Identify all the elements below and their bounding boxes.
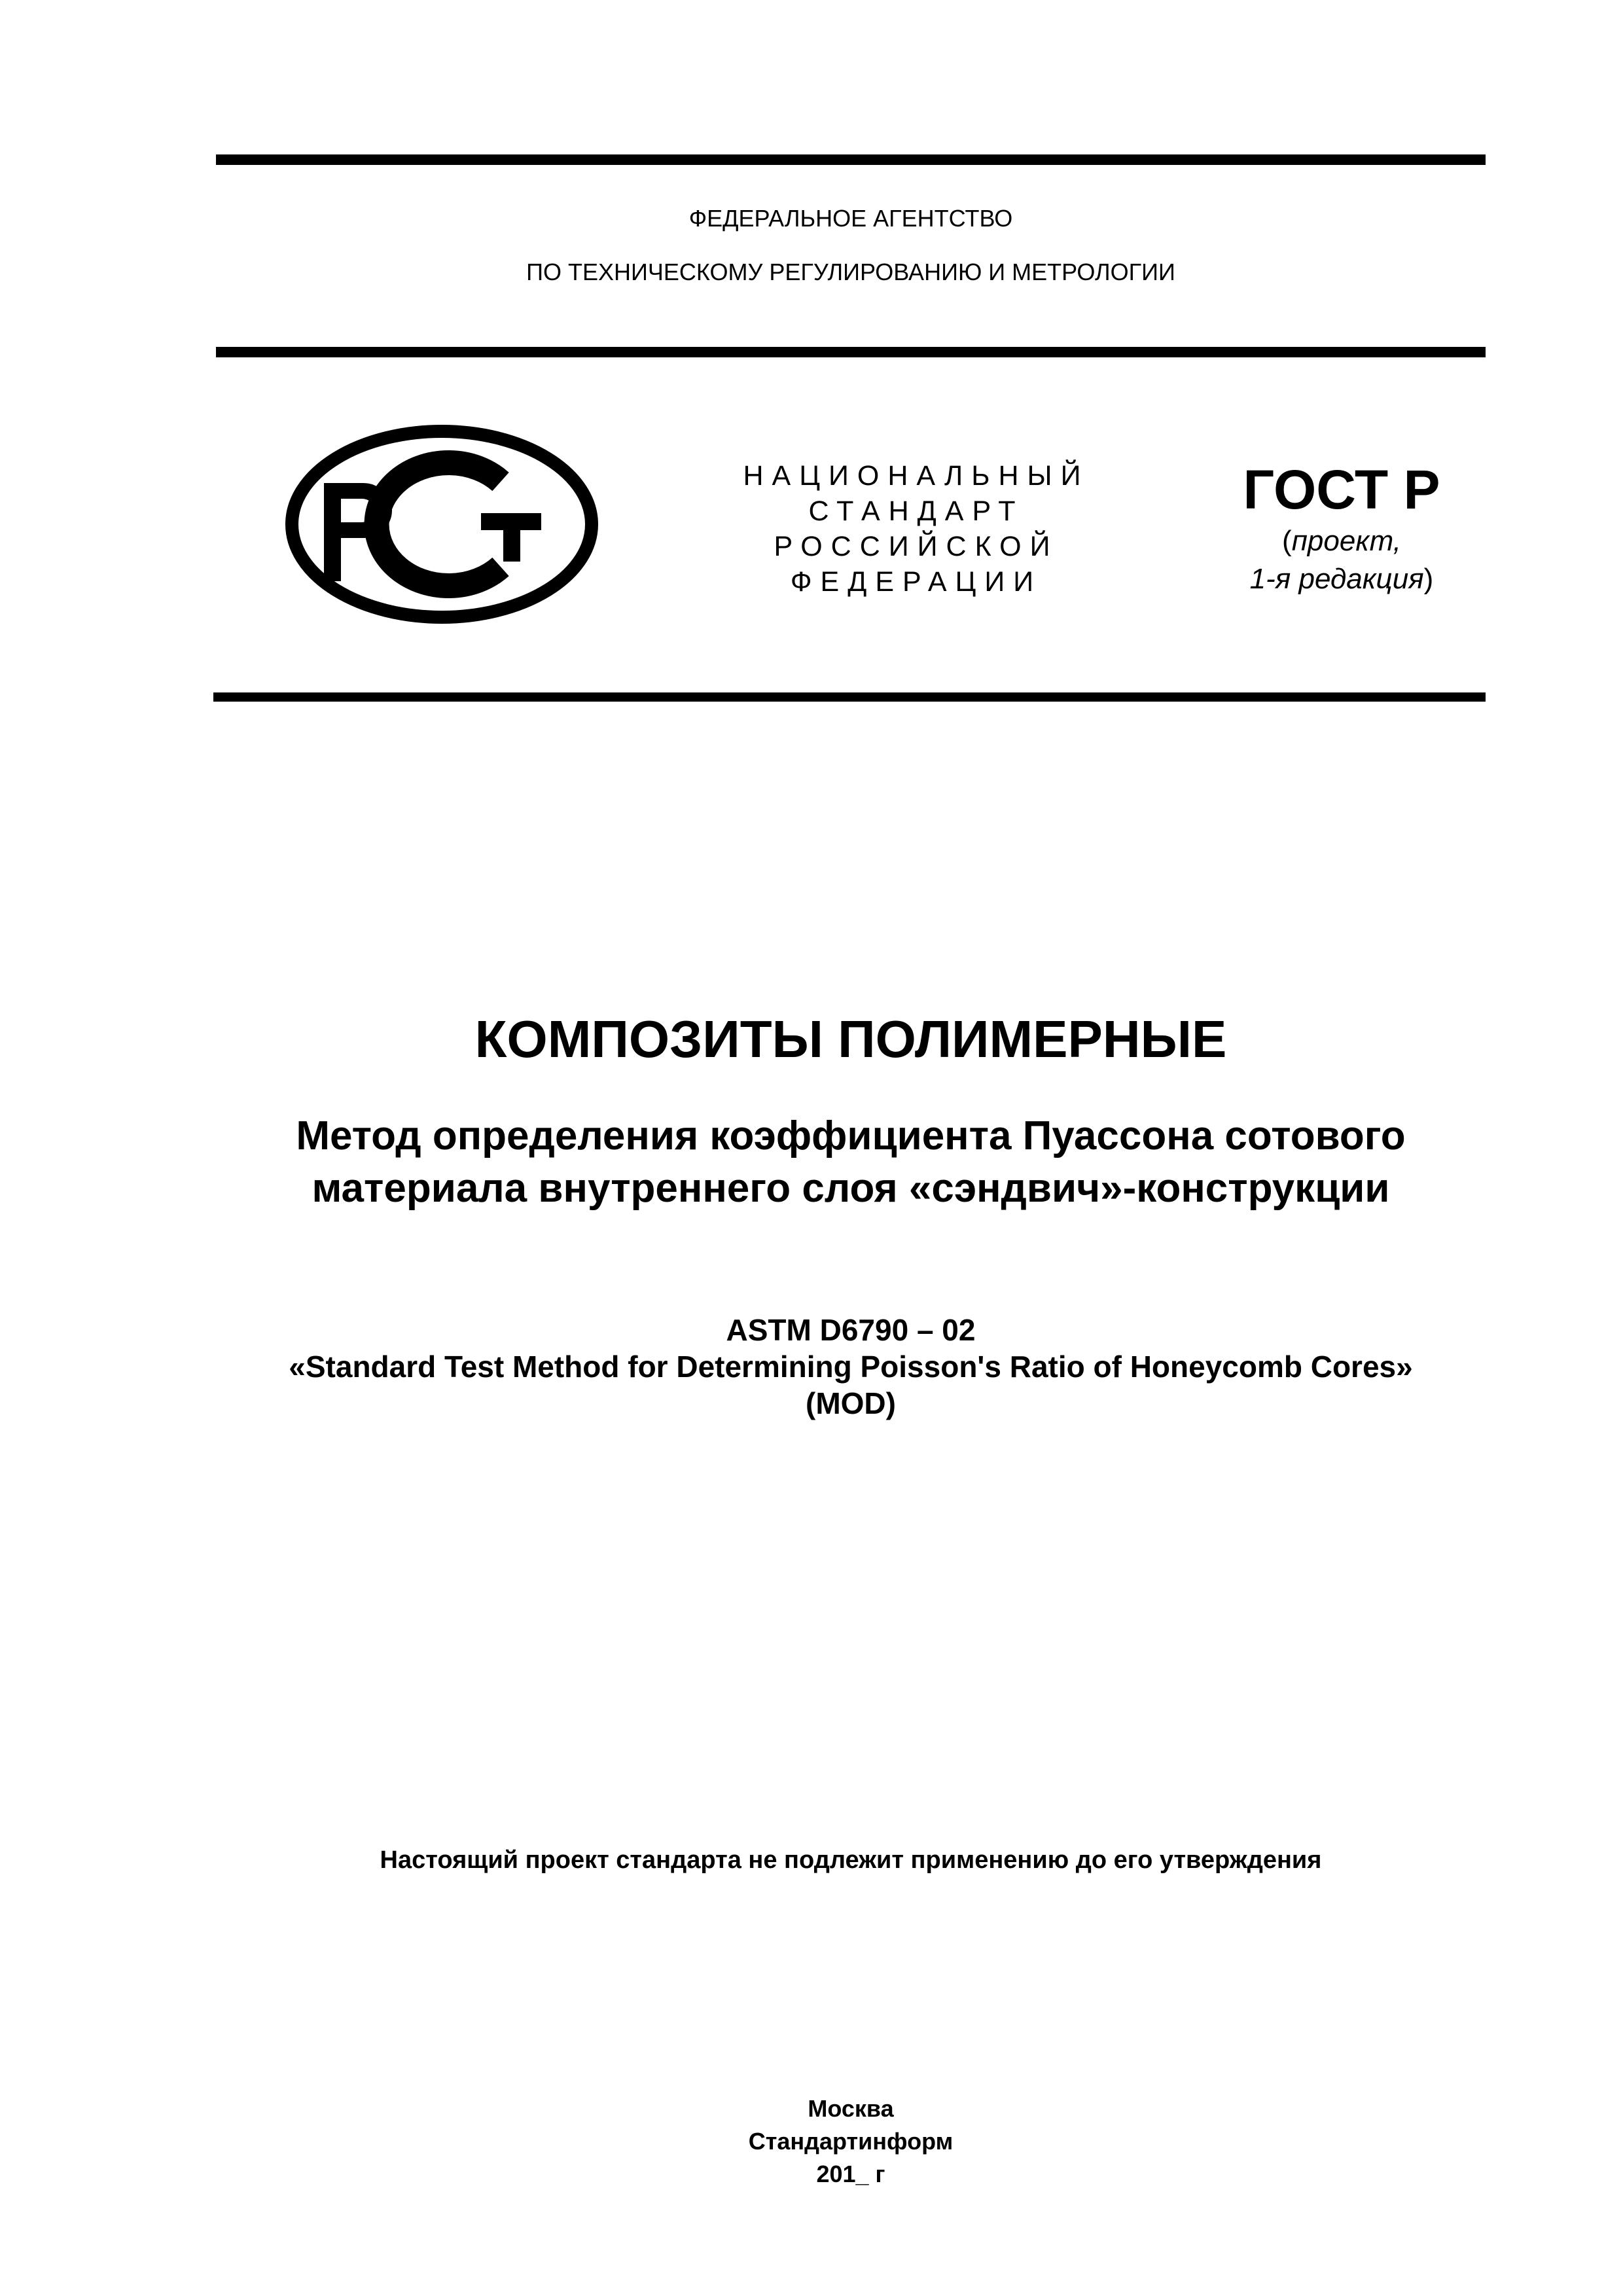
reference-title: «Standard Test Method for Determining Poisson's Ratio of Honeycomb Cores» bbox=[289, 1350, 1413, 1384]
draft-notice: Настоящий проект стандарта не подлежит применению до его утверждения bbox=[380, 1846, 1322, 1874]
national-standard-line-1: НАЦИОНАЛЬНЫЙ bbox=[743, 460, 1090, 492]
draft-note-line-2 bbox=[1204, 562, 1479, 597]
imprint-city: Москва bbox=[808, 2095, 894, 2122]
top-rule bbox=[216, 154, 1486, 165]
national-standard-line-2: СТАНДАРТ bbox=[808, 495, 1024, 527]
gost-designation: ГОСТ Р bbox=[1243, 459, 1440, 520]
imprint-publisher: Стандартинформ bbox=[748, 2128, 954, 2155]
section-rule bbox=[213, 692, 1486, 702]
document-title: КОМПОЗИТЫ ПОЛИМЕРНЫЕ bbox=[474, 1010, 1227, 1068]
reference-modification: (MOD) bbox=[806, 1386, 896, 1420]
national-standard-label bbox=[694, 458, 1139, 600]
agency-name-line-1: ФЕДЕРАЛЬНОЕ АГЕНТСТВО bbox=[688, 205, 1013, 232]
document-subtitle-line-2: материала внутреннего слоя «сэндвич»-конструкции bbox=[312, 1166, 1390, 1211]
rst-logo-icon bbox=[285, 424, 599, 624]
header-rule bbox=[216, 347, 1486, 357]
document-subtitle-line-1: Метод определения коэффициента Пуассона сотового bbox=[296, 1113, 1406, 1158]
imprint-year: 201_ г bbox=[816, 2161, 885, 2187]
reference-code: ASTM D6790 – 02 bbox=[726, 1313, 976, 1347]
draft-note-close-paren: ) bbox=[1423, 563, 1434, 595]
national-standard-line-3: РОССИЙСКОЙ bbox=[774, 531, 1059, 562]
national-standard-line-4: ФЕДЕРАЦИИ bbox=[790, 566, 1043, 598]
draft-note-text-2: 1-я редакция bbox=[1249, 563, 1424, 595]
draft-note-open-paren: ( bbox=[1282, 525, 1292, 557]
draft-note-line-1 bbox=[1204, 524, 1479, 559]
agency-name-line-2: ПО ТЕХНИЧЕСКОМУ РЕГУЛИРОВАНИЮ И МЕТРОЛОГИИ bbox=[526, 259, 1175, 285]
draft-note-text-1: проект, bbox=[1291, 525, 1401, 557]
